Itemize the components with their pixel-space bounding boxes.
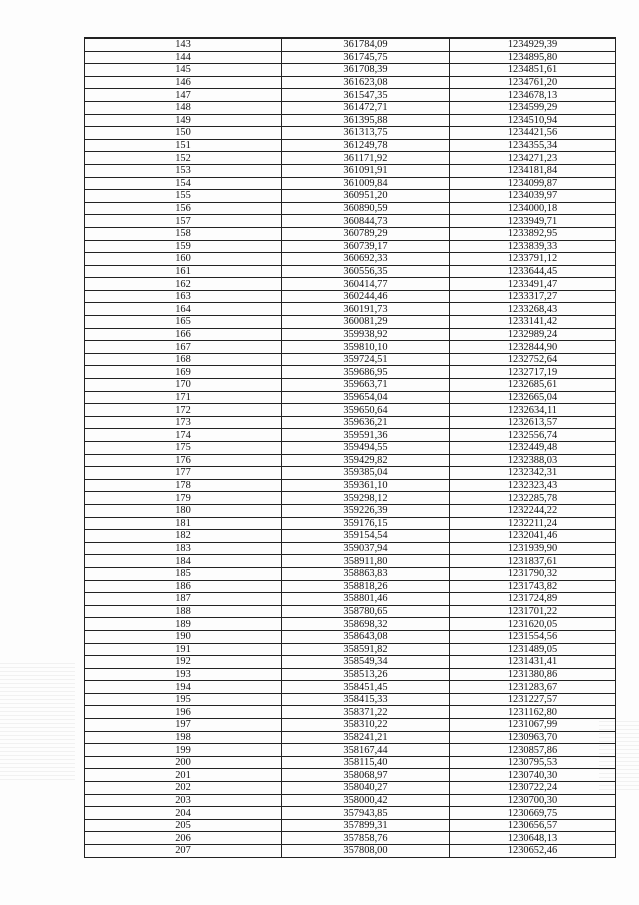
table-row: [85, 127, 616, 140]
x-coordinate-cell: 358371,22: [282, 706, 450, 719]
y-coordinate-cell: 1233268,43: [450, 303, 616, 316]
x-coordinate-cell: 358780,65: [282, 605, 450, 618]
x-coordinate-cell: 359176,15: [282, 517, 450, 530]
y-coordinate-cell: 1232634,11: [450, 404, 616, 417]
x-coordinate-cell: 360951,20: [282, 190, 450, 203]
point-number-cell: 171: [85, 391, 282, 404]
x-coordinate-cell: 358591,82: [282, 643, 450, 656]
y-coordinate-cell: 1232041,46: [450, 530, 616, 543]
x-coordinate-cell: 360692,33: [282, 253, 450, 266]
x-coordinate-cell: 360414,77: [282, 278, 450, 291]
x-coordinate-cell: 359663,71: [282, 379, 450, 392]
x-coordinate-cell: 359810,10: [282, 341, 450, 354]
point-number-cell: 155: [85, 190, 282, 203]
table-row: [85, 416, 616, 429]
point-number-cell: 175: [85, 442, 282, 455]
point-number-cell: 198: [85, 731, 282, 744]
y-coordinate-cell: 1232211,24: [450, 517, 616, 530]
y-coordinate-cell: 1232556,74: [450, 429, 616, 442]
y-coordinate-cell: 1232285,78: [450, 492, 616, 505]
table-row: [85, 467, 616, 480]
point-number-cell: 158: [85, 227, 282, 240]
y-coordinate-cell: 1234929,39: [450, 38, 616, 51]
x-coordinate-cell: 359938,92: [282, 328, 450, 341]
point-number-cell: 168: [85, 353, 282, 366]
y-coordinate-cell: 1233317,27: [450, 290, 616, 303]
table-row: [85, 731, 616, 744]
point-number-cell: 174: [85, 429, 282, 442]
table-row: [85, 253, 616, 266]
table-row: [85, 618, 616, 631]
y-coordinate-cell: 1230740,30: [450, 769, 616, 782]
point-number-cell: 189: [85, 618, 282, 631]
point-number-cell: 161: [85, 265, 282, 278]
table-row: [85, 807, 616, 820]
y-coordinate-cell: 1234355,34: [450, 139, 616, 152]
y-coordinate-cell: 1234039,97: [450, 190, 616, 203]
scan-artifact-left: [0, 660, 75, 780]
x-coordinate-cell: 359686,95: [282, 366, 450, 379]
y-coordinate-cell: 1232752,64: [450, 353, 616, 366]
point-number-cell: 159: [85, 240, 282, 253]
y-coordinate-cell: 1231431,41: [450, 656, 616, 669]
y-coordinate-cell: 1232665,04: [450, 391, 616, 404]
table-row: [85, 164, 616, 177]
x-coordinate-cell: 357858,76: [282, 832, 450, 845]
y-coordinate-cell: 1234181,84: [450, 164, 616, 177]
point-number-cell: 201: [85, 769, 282, 782]
x-coordinate-cell: 358549,34: [282, 656, 450, 669]
point-number-cell: 151: [85, 139, 282, 152]
table-row: [85, 303, 616, 316]
y-coordinate-cell: 1232244,22: [450, 504, 616, 517]
table-row: [85, 719, 616, 732]
y-coordinate-cell: 1234000,18: [450, 202, 616, 215]
point-number-cell: 164: [85, 303, 282, 316]
y-coordinate-cell: 1231380,86: [450, 668, 616, 681]
y-coordinate-cell: 1234851,61: [450, 64, 616, 77]
y-coordinate-cell: 1233791,12: [450, 253, 616, 266]
y-coordinate-cell: 1232685,61: [450, 379, 616, 392]
point-number-cell: 166: [85, 328, 282, 341]
x-coordinate-cell: 359650,64: [282, 404, 450, 417]
x-coordinate-cell: 360789,29: [282, 227, 450, 240]
point-number-cell: 205: [85, 819, 282, 832]
point-number-cell: 160: [85, 253, 282, 266]
point-number-cell: 148: [85, 101, 282, 114]
table-row: [85, 341, 616, 354]
x-coordinate-cell: 361745,75: [282, 51, 450, 64]
x-coordinate-cell: 360191,73: [282, 303, 450, 316]
point-number-cell: 146: [85, 76, 282, 89]
table-row: [85, 215, 616, 228]
x-coordinate-cell: 358068,97: [282, 769, 450, 782]
y-coordinate-cell: 1231724,89: [450, 593, 616, 606]
table-row: [85, 240, 616, 253]
table-row: [85, 442, 616, 455]
table-row: [85, 177, 616, 190]
point-number-cell: 163: [85, 290, 282, 303]
table-row: [85, 51, 616, 64]
x-coordinate-cell: 358115,40: [282, 756, 450, 769]
y-coordinate-cell: 1233491,47: [450, 278, 616, 291]
x-coordinate-cell: 358310,22: [282, 719, 450, 732]
point-number-cell: 145: [85, 64, 282, 77]
table-row: [85, 580, 616, 593]
x-coordinate-cell: 359636,21: [282, 416, 450, 429]
coordinates-table: [84, 37, 616, 858]
table-row: [85, 64, 616, 77]
x-coordinate-cell: 359226,39: [282, 504, 450, 517]
point-number-cell: 172: [85, 404, 282, 417]
x-coordinate-cell: 357943,85: [282, 807, 450, 820]
coordinates-table-body: [85, 38, 616, 857]
y-coordinate-cell: 1234510,94: [450, 114, 616, 127]
point-number-cell: 173: [85, 416, 282, 429]
point-number-cell: 203: [85, 794, 282, 807]
table-row: [85, 681, 616, 694]
y-coordinate-cell: 1232388,03: [450, 454, 616, 467]
point-number-cell: 182: [85, 530, 282, 543]
x-coordinate-cell: 360244,46: [282, 290, 450, 303]
y-coordinate-cell: 1231554,56: [450, 630, 616, 643]
y-coordinate-cell: 1232844,90: [450, 341, 616, 354]
x-coordinate-cell: 358643,08: [282, 630, 450, 643]
x-coordinate-cell: 358818,26: [282, 580, 450, 593]
y-coordinate-cell: 1230648,13: [450, 832, 616, 845]
table-row: [85, 38, 616, 51]
x-coordinate-cell: 358513,26: [282, 668, 450, 681]
x-coordinate-cell: 358863,83: [282, 567, 450, 580]
x-coordinate-cell: 358911,80: [282, 555, 450, 568]
y-coordinate-cell: 1232613,57: [450, 416, 616, 429]
table-row: [85, 139, 616, 152]
table-row: [85, 504, 616, 517]
table-row: [85, 769, 616, 782]
x-coordinate-cell: 360556,35: [282, 265, 450, 278]
point-number-cell: 153: [85, 164, 282, 177]
table-row: [85, 328, 616, 341]
table-row: [85, 845, 616, 858]
x-coordinate-cell: 359298,12: [282, 492, 450, 505]
point-number-cell: 194: [85, 681, 282, 694]
point-number-cell: 165: [85, 316, 282, 329]
point-number-cell: 162: [85, 278, 282, 291]
point-number-cell: 149: [85, 114, 282, 127]
table-row: [85, 530, 616, 543]
y-coordinate-cell: 1234678,13: [450, 89, 616, 102]
x-coordinate-cell: 360739,17: [282, 240, 450, 253]
point-number-cell: 179: [85, 492, 282, 505]
x-coordinate-cell: 357808,00: [282, 845, 450, 858]
x-coordinate-cell: 358000,42: [282, 794, 450, 807]
x-coordinate-cell: 358801,46: [282, 593, 450, 606]
y-coordinate-cell: 1231837,61: [450, 555, 616, 568]
point-number-cell: 177: [85, 467, 282, 480]
table-row: [85, 429, 616, 442]
point-number-cell: 167: [85, 341, 282, 354]
x-coordinate-cell: 359361,10: [282, 479, 450, 492]
point-number-cell: 147: [85, 89, 282, 102]
y-coordinate-cell: 1234421,56: [450, 127, 616, 140]
table-row: [85, 555, 616, 568]
y-coordinate-cell: 1231790,32: [450, 567, 616, 580]
table-row: [85, 366, 616, 379]
point-number-cell: 181: [85, 517, 282, 530]
y-coordinate-cell: 1230795,53: [450, 756, 616, 769]
y-coordinate-cell: 1233892,95: [450, 227, 616, 240]
y-coordinate-cell: 1231067,99: [450, 719, 616, 732]
point-number-cell: 170: [85, 379, 282, 392]
point-number-cell: 157: [85, 215, 282, 228]
x-coordinate-cell: 361009,84: [282, 177, 450, 190]
point-number-cell: 144: [85, 51, 282, 64]
y-coordinate-cell: 1232323,43: [450, 479, 616, 492]
x-coordinate-cell: 359154,54: [282, 530, 450, 543]
x-coordinate-cell: 361708,39: [282, 64, 450, 77]
x-coordinate-cell: 360844,73: [282, 215, 450, 228]
table-row: [85, 404, 616, 417]
table-row: [85, 114, 616, 127]
x-coordinate-cell: 361249,78: [282, 139, 450, 152]
point-number-cell: 154: [85, 177, 282, 190]
x-coordinate-cell: 360081,29: [282, 316, 450, 329]
point-number-cell: 150: [85, 127, 282, 140]
y-coordinate-cell: 1233644,45: [450, 265, 616, 278]
x-coordinate-cell: 358451,45: [282, 681, 450, 694]
point-number-cell: 197: [85, 719, 282, 732]
table-row: [85, 643, 616, 656]
table-row: [85, 756, 616, 769]
point-number-cell: 199: [85, 744, 282, 757]
y-coordinate-cell: 1231489,05: [450, 643, 616, 656]
table-row: [85, 290, 616, 303]
point-number-cell: 186: [85, 580, 282, 593]
point-number-cell: 204: [85, 807, 282, 820]
table-row: [85, 668, 616, 681]
x-coordinate-cell: 361091,91: [282, 164, 450, 177]
y-coordinate-cell: 1233141,42: [450, 316, 616, 329]
table-row: [85, 782, 616, 795]
y-coordinate-cell: 1230652,46: [450, 845, 616, 858]
table-row: [85, 744, 616, 757]
point-number-cell: 196: [85, 706, 282, 719]
point-number-cell: 202: [85, 782, 282, 795]
table-row: [85, 605, 616, 618]
table-row: [85, 89, 616, 102]
x-coordinate-cell: 359037,94: [282, 542, 450, 555]
y-coordinate-cell: 1231620,05: [450, 618, 616, 631]
table-row: [85, 454, 616, 467]
x-coordinate-cell: 359429,82: [282, 454, 450, 467]
point-number-cell: 195: [85, 693, 282, 706]
y-coordinate-cell: 1234761,20: [450, 76, 616, 89]
y-coordinate-cell: 1233949,71: [450, 215, 616, 228]
y-coordinate-cell: 1234099,87: [450, 177, 616, 190]
y-coordinate-cell: 1231283,67: [450, 681, 616, 694]
table-row: [85, 379, 616, 392]
y-coordinate-cell: 1230700,30: [450, 794, 616, 807]
x-coordinate-cell: 361313,75: [282, 127, 450, 140]
y-coordinate-cell: 1231743,82: [450, 580, 616, 593]
point-number-cell: 176: [85, 454, 282, 467]
point-number-cell: 187: [85, 593, 282, 606]
y-coordinate-cell: 1231162,80: [450, 706, 616, 719]
point-number-cell: 207: [85, 845, 282, 858]
table-row: [85, 391, 616, 404]
table-row: [85, 76, 616, 89]
y-coordinate-cell: 1231701,22: [450, 605, 616, 618]
x-coordinate-cell: 360890,59: [282, 202, 450, 215]
x-coordinate-cell: 357899,31: [282, 819, 450, 832]
point-number-cell: 156: [85, 202, 282, 215]
point-number-cell: 193: [85, 668, 282, 681]
x-coordinate-cell: 359385,04: [282, 467, 450, 480]
table-row: [85, 567, 616, 580]
table-row: [85, 227, 616, 240]
x-coordinate-cell: 359654,04: [282, 391, 450, 404]
table-row: [85, 819, 616, 832]
table-row: [85, 656, 616, 669]
y-coordinate-cell: 1232342,31: [450, 467, 616, 480]
table-row: [85, 794, 616, 807]
table-row: [85, 479, 616, 492]
y-coordinate-cell: 1230656,57: [450, 819, 616, 832]
table-row: [85, 278, 616, 291]
table-row: [85, 202, 616, 215]
point-number-cell: 188: [85, 605, 282, 618]
y-coordinate-cell: 1232989,24: [450, 328, 616, 341]
point-number-cell: 180: [85, 504, 282, 517]
y-coordinate-cell: 1234271,23: [450, 152, 616, 165]
x-coordinate-cell: 358241,21: [282, 731, 450, 744]
point-number-cell: 178: [85, 479, 282, 492]
point-number-cell: 185: [85, 567, 282, 580]
point-number-cell: 206: [85, 832, 282, 845]
x-coordinate-cell: 361472,71: [282, 101, 450, 114]
y-coordinate-cell: 1232717,19: [450, 366, 616, 379]
x-coordinate-cell: 358698,32: [282, 618, 450, 631]
y-coordinate-cell: 1230722,24: [450, 782, 616, 795]
table-row: [85, 101, 616, 114]
table-row: [85, 593, 616, 606]
y-coordinate-cell: 1231939,90: [450, 542, 616, 555]
x-coordinate-cell: 361547,35: [282, 89, 450, 102]
table-row: [85, 492, 616, 505]
table-row: [85, 353, 616, 366]
table-row: [85, 706, 616, 719]
y-coordinate-cell: 1234895,80: [450, 51, 616, 64]
point-number-cell: 143: [85, 38, 282, 51]
x-coordinate-cell: 359591,36: [282, 429, 450, 442]
point-number-cell: 192: [85, 656, 282, 669]
x-coordinate-cell: 361395,88: [282, 114, 450, 127]
point-number-cell: 152: [85, 152, 282, 165]
point-number-cell: 191: [85, 643, 282, 656]
y-coordinate-cell: 1233839,33: [450, 240, 616, 253]
table-row: [85, 630, 616, 643]
y-coordinate-cell: 1230669,75: [450, 807, 616, 820]
y-coordinate-cell: 1230857,86: [450, 744, 616, 757]
y-coordinate-cell: 1232449,48: [450, 442, 616, 455]
x-coordinate-cell: 361784,09: [282, 38, 450, 51]
x-coordinate-cell: 358040,27: [282, 782, 450, 795]
x-coordinate-cell: 361623,08: [282, 76, 450, 89]
y-coordinate-cell: 1230963,70: [450, 731, 616, 744]
point-number-cell: 190: [85, 630, 282, 643]
table-row: [85, 265, 616, 278]
table-row: [85, 832, 616, 845]
point-number-cell: 183: [85, 542, 282, 555]
x-coordinate-cell: 359494,55: [282, 442, 450, 455]
table-row: [85, 190, 616, 203]
table-row: [85, 152, 616, 165]
x-coordinate-cell: 359724,51: [282, 353, 450, 366]
table-row: [85, 693, 616, 706]
x-coordinate-cell: 361171,92: [282, 152, 450, 165]
x-coordinate-cell: 358415,33: [282, 693, 450, 706]
point-number-cell: 200: [85, 756, 282, 769]
y-coordinate-cell: 1231227,57: [450, 693, 616, 706]
table-row: [85, 517, 616, 530]
table-row: [85, 316, 616, 329]
y-coordinate-cell: 1234599,29: [450, 101, 616, 114]
point-number-cell: 184: [85, 555, 282, 568]
table-row: [85, 542, 616, 555]
x-coordinate-cell: 358167,44: [282, 744, 450, 757]
point-number-cell: 169: [85, 366, 282, 379]
